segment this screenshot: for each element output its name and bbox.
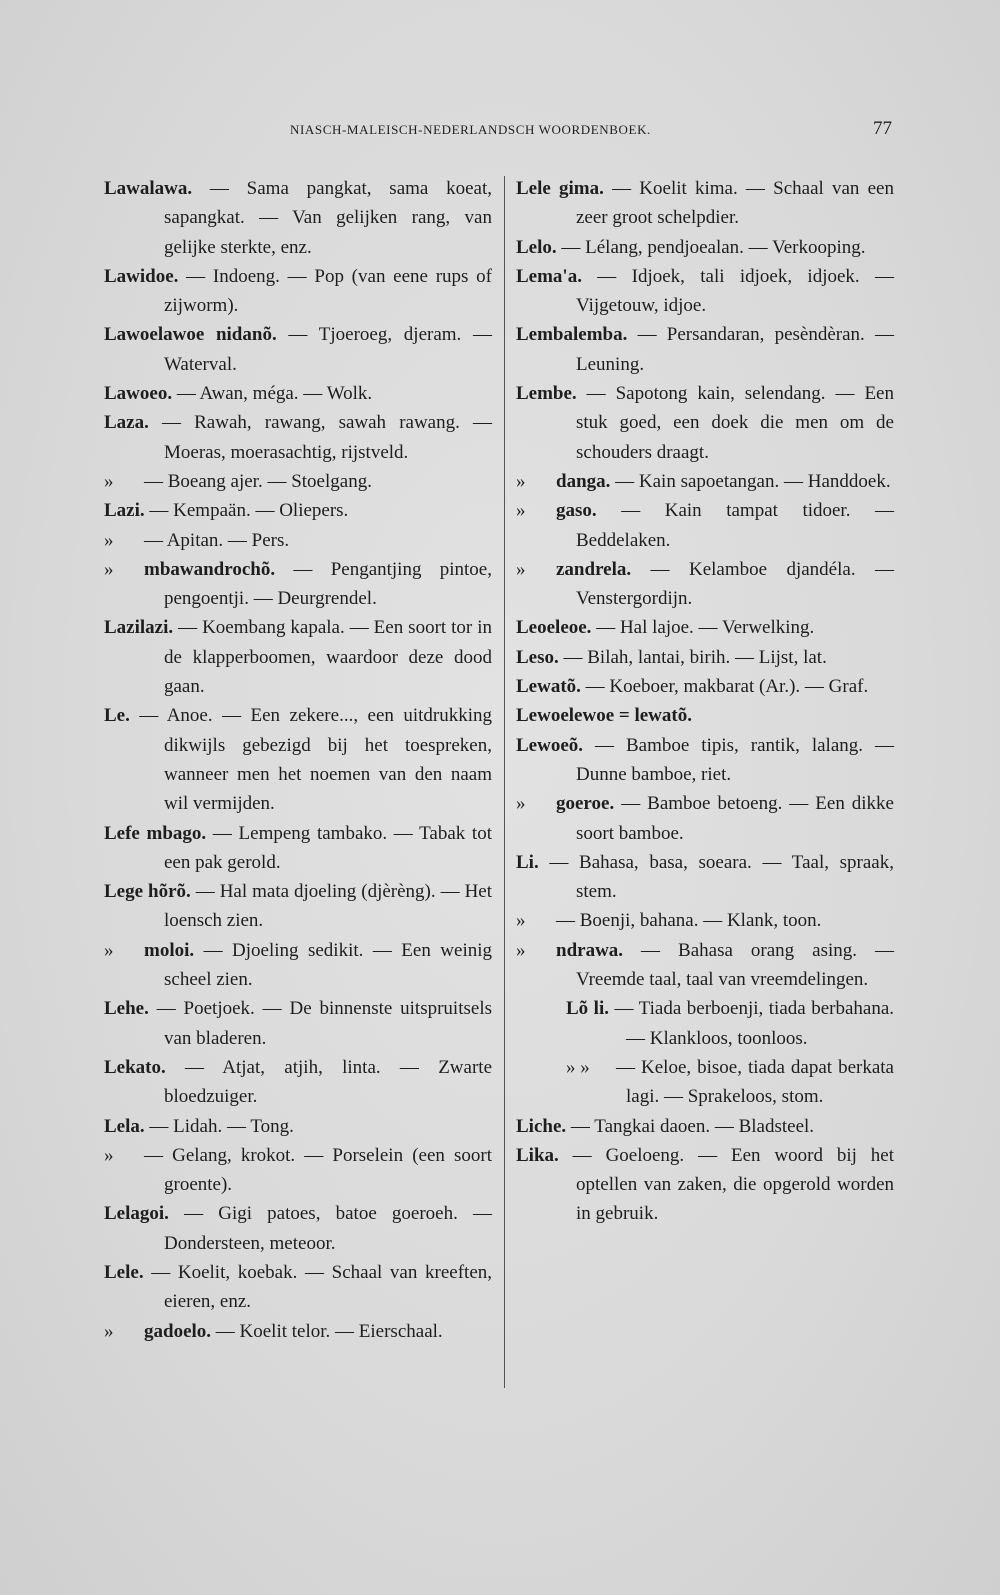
entry-definition: — Gelang, krokot. — Porselein (een soort groente).: [144, 1144, 492, 1196]
entry-definition: — Gigi patoes, batoe goeroeh. — Dondersteen, meteoor.: [164, 1203, 492, 1254]
entry-definition: — Koeboer, makbarat (Ar.). — Graf.: [580, 676, 869, 698]
entry-definition: — Apitan. — Pers.: [144, 529, 290, 551]
entry-definition: — Koelit telor. — Eierschaal.: [211, 1320, 443, 1342]
dictionary-entry: [104, 1053, 492, 1112]
entry-definition: — Djoeling sedikit. — Een weinig scheel zien.: [164, 939, 492, 991]
entry-headword: Lege hõrõ.: [104, 881, 191, 903]
dictionary-entry: [516, 613, 894, 642]
entry-definition: — Tiada berboenji, tiada berbahana. — Klankloos, toonloos.: [609, 998, 895, 1049]
dictionary-entry: [516, 848, 894, 907]
dictionary-entry: [104, 819, 492, 878]
entry-headword: Lawoelawoe nidanõ.: [104, 324, 277, 346]
entry-headword: Lelagoi.: [104, 1203, 169, 1225]
dictionary-entry: [104, 555, 492, 614]
entry-headword: Lele.: [104, 1261, 144, 1283]
entry-definition: — Hal lajoe. — Verwelking.: [591, 617, 815, 639]
dictionary-entry: [516, 320, 894, 379]
dictionary-entry: [516, 936, 894, 995]
entry-headword: Lele gima.: [516, 178, 604, 199]
dictionary-entry: [516, 496, 894, 555]
entry-definition: — Indoeng. — Pop (van eene rups of zijworm).: [164, 265, 492, 317]
dictionary-entry: [516, 467, 894, 496]
entry-headword: mbawandrochõ.: [144, 558, 276, 580]
continuation-mark: »: [516, 470, 526, 492]
dictionary-entry: [104, 1258, 492, 1317]
dictionary-entry: [516, 701, 894, 730]
continuation-mark: »: [516, 939, 526, 961]
dictionary-entry: [104, 1141, 492, 1200]
entry-definition: — Atjat, atjih, linta. — Zwarte bloedzuiger.: [164, 1056, 492, 1108]
entry-definition: — Sapotong kain, selendang. — Een stuk goed, een doek die men om de schouders draagt.: [576, 383, 894, 463]
entry-headword: Lembe.: [516, 383, 577, 405]
entry-definition: — Tjoeroeg, djeram. — Waterval.: [164, 324, 492, 375]
entry-headword: Lawidoe.: [104, 265, 179, 287]
dictionary-entry: [104, 877, 492, 936]
dictionary-entry: [104, 1317, 492, 1346]
continuation-mark: » »: [566, 1056, 590, 1078]
dictionary-entry: [104, 467, 492, 496]
entry-definition: — Lidah. — Tong.: [144, 1115, 294, 1137]
page-number: 77: [873, 118, 892, 139]
dictionary-entry: [516, 643, 894, 672]
entry-definition: — Koembang kapala. — Een soort tor in de klapperboomen, waardoor deze dood gaan.: [164, 617, 492, 698]
entry-headword: Lema'a.: [516, 265, 582, 287]
dictionary-entry: [104, 262, 492, 321]
entry-definition: — Sama pangkat, sama koeat, sapangkat. — Van gelijken rang, van gelijke sterkte, enz.: [164, 178, 492, 258]
entry-headword: Laza.: [104, 412, 149, 434]
dictionary-entry: [104, 936, 492, 995]
dictionary-entry: [104, 1199, 492, 1258]
entry-headword: Leso.: [516, 646, 559, 668]
dictionary-entry: [516, 1053, 894, 1112]
continuation-mark: »: [516, 500, 526, 522]
entry-definition: — Pengantjing pintoe, pengoentji. — Deurgrendel.: [164, 558, 492, 610]
entry-definition: — Tangkai daoen. — Bladsteel.: [566, 1115, 815, 1137]
entry-headword: Lembalemba.: [516, 324, 628, 346]
dictionary-entry: [516, 1141, 894, 1229]
running-head: NIASCH-MALEISCH-NEDERLANDSCH WOORDENBOEK.: [290, 122, 651, 137]
dictionary-entry: [104, 320, 492, 379]
entry-headword: Lewoelewoe = lewatõ.: [516, 705, 692, 727]
entry-definition: — Boeang ajer. — Stoelgang.: [144, 470, 372, 492]
entry-definition: — Hal mata djoeling (djèrèng). — Het loensch zien.: [164, 881, 492, 932]
dictionary-entry: [516, 789, 894, 848]
entry-definition: — Keloe, bisoe, tiada dapat berkata lagi. — Sprakeloos, stom.: [616, 1056, 894, 1108]
entry-headword: Lela.: [104, 1115, 145, 1137]
column-divider: [504, 176, 505, 1388]
entry-headword: goeroe.: [556, 793, 615, 815]
dictionary-entry: [516, 731, 894, 790]
continuation-mark: »: [516, 793, 526, 815]
continuation-mark: »: [104, 1144, 114, 1166]
entry-definition: — Idjoek, tali idjoek, idjoek. — Vijgetouw, idjoe.: [576, 265, 894, 317]
dictionary-entry: [104, 526, 492, 555]
entry-definition: — Bamboe betoeng. — Een dikke soort bamboe.: [576, 793, 894, 844]
entry-headword: ndrawa.: [556, 939, 624, 961]
dictionary-entry: [516, 672, 894, 701]
dictionary-entry: [516, 233, 894, 262]
dictionary-entry: [516, 906, 894, 935]
entry-headword: Lazi.: [104, 500, 145, 522]
entry-headword: Lawalawa.: [104, 178, 193, 199]
entry-definition: — Persandaran, pesèndèran. — Leuning.: [576, 324, 894, 375]
dictionary-entry: [104, 1112, 492, 1141]
entry-definition: — Bilah, lantai, birih. — Lijst, lat.: [558, 646, 827, 668]
entry-definition: — Anoe. — Een zekere..., een uitdrukking dikwijls gebezigd bij het toespreken, wanneer men het noemen van den naam wil vermijden.: [129, 705, 492, 815]
entry-headword: Le.: [104, 705, 130, 727]
dictionary-entry: [104, 613, 492, 701]
dictionary-entry: [104, 174, 492, 262]
entry-definition: — Kain tampat tidoer. — Beddelaken.: [576, 500, 894, 551]
entry-definition: — Kelamboe djandéla. — Venstergordijn.: [576, 558, 894, 610]
entry-definition: — Awan, méga. — Wolk.: [172, 383, 373, 405]
continuation-mark: »: [104, 558, 114, 580]
continuation-mark: »: [104, 529, 114, 551]
entry-definition: — Koelit, koebak. — Schaal van kreeften, eieren, enz.: [143, 1261, 492, 1313]
entry-definition: — Kain sapoetangan. — Handdoek.: [610, 470, 891, 492]
entry-headword: Lelo.: [516, 236, 557, 258]
entry-definition: — Rawah, rawang, sawah rawang. — Moeras, moerasachtig, rijstveld.: [148, 412, 492, 463]
continuation-mark: »: [516, 910, 526, 932]
left-column: [104, 174, 492, 1346]
entry-headword: Lika.: [516, 1144, 559, 1166]
entry-headword: Lazilazi.: [104, 617, 174, 639]
entry-definition: — Bahasa, basa, soeara. — Taal, spraak, stem.: [538, 851, 894, 903]
dictionary-entry: [104, 408, 492, 467]
dictionary-entry: [104, 379, 492, 408]
entry-headword: Lefe mbago.: [104, 822, 207, 844]
entry-definition: — Boenji, bahana. — Klank, toon.: [556, 910, 822, 932]
right-column: [516, 174, 894, 1229]
dictionary-entry: [516, 379, 894, 467]
entry-headword: Lehe.: [104, 998, 149, 1020]
entry-headword: danga.: [556, 470, 611, 492]
entry-headword: Lõ li.: [566, 998, 609, 1020]
entry-headword: gadoelo.: [144, 1320, 212, 1342]
continuation-mark: »: [516, 558, 526, 580]
entry-headword: moloi.: [144, 939, 195, 961]
dictionary-entry: [516, 555, 894, 614]
entry-definition: — Bahasa orang asing. — Vreemde taal, taal van vreemdelingen.: [576, 939, 894, 991]
entry-headword: zandrela.: [556, 558, 632, 580]
entry-headword: Leoeleoe.: [516, 617, 592, 639]
dictionary-entry: [104, 701, 492, 818]
entry-headword: Lekato.: [104, 1056, 166, 1078]
entry-definition: — Bamboe tipis, rantik, lalang. — Dunne bamboe, riet.: [576, 734, 894, 785]
dictionary-entry: [516, 1112, 894, 1141]
entry-definition: — Lélang, pendjoealan. — Verkooping.: [556, 236, 866, 258]
page-header: [100, 118, 892, 142]
dictionary-entry: [104, 994, 492, 1053]
entry-definition: — Koelit kima. — Schaal van een zeer groot schelpdier.: [576, 178, 894, 229]
entry-headword: Liche.: [516, 1115, 567, 1137]
entry-headword: gaso.: [556, 500, 597, 522]
continuation-mark: »: [104, 470, 114, 492]
entry-definition: — Kempaän. — Oliepers.: [144, 500, 349, 522]
continuation-mark: »: [104, 939, 114, 961]
entry-definition: — Lempeng tambako. — Tabak tot een pak gerold.: [164, 822, 492, 873]
continuation-mark: »: [104, 1320, 114, 1342]
entry-headword: Lewatõ.: [516, 676, 581, 698]
entry-definition: — Poetjoek. — De binnenste uitspruitsels van bladeren.: [148, 998, 492, 1049]
entry-definition: — Goeloeng. — Een woord bij het optellen van zaken, die opgerold worden in gebruik.: [558, 1144, 894, 1225]
dictionary-entry: [104, 496, 492, 525]
entry-headword: Lewoeõ.: [516, 734, 584, 756]
entry-headword: Lawoeo.: [104, 383, 173, 405]
entry-headword: Li.: [516, 851, 539, 873]
dictionary-entry: [516, 994, 894, 1053]
dictionary-entry: [516, 262, 894, 321]
dictionary-entry: [516, 174, 894, 233]
